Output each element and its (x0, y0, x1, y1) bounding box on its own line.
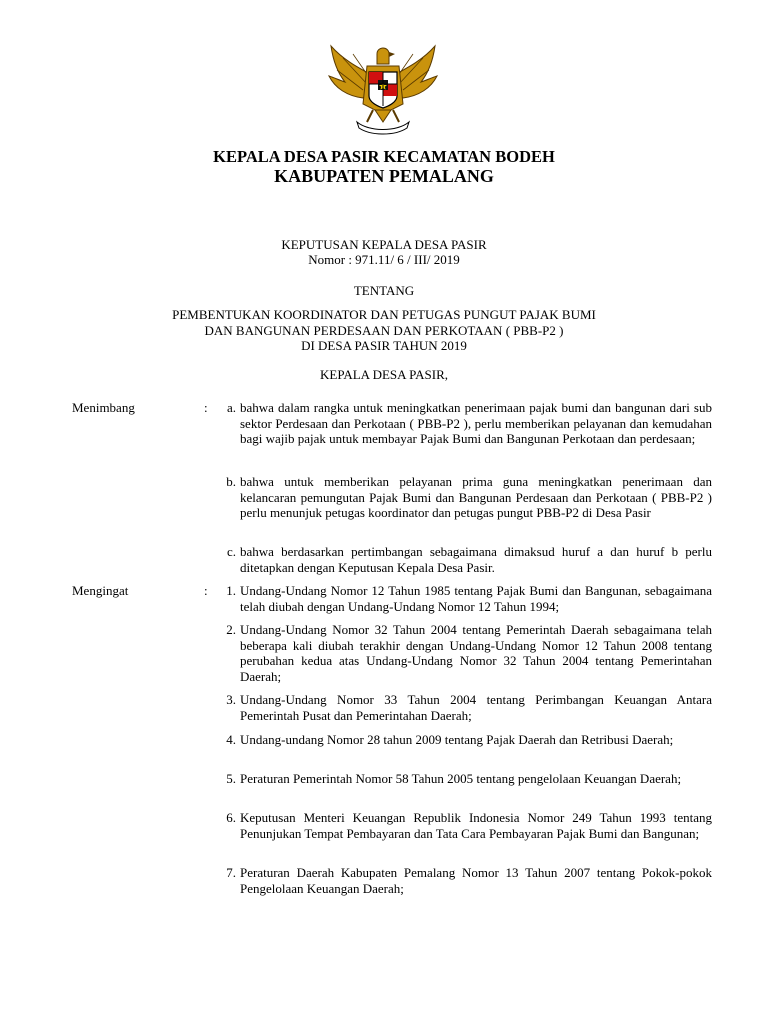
mengingat-item (204, 865, 712, 896)
decree-subject-line: PEMBENTUKAN KOORDINATOR DAN PETUGAS PUNGUT PAJAK BUMI (172, 307, 596, 322)
item-text: Keputusan Menteri Keuangan Republik Indonesia Nomor 249 Tahun 1993 tentang Penunjukan Tempat Pembayaran dan Tata Cara Pembayaran Pajak Bumi dan Bangunan; (240, 810, 712, 841)
decree-issuer: KEPALA DESA PASIR, (319, 367, 448, 382)
item-marker: 1. (226, 583, 236, 598)
item-text: bahwa untuk memberikan pelayanan prima guna meningkatkan penerimaan dan kelancaran pemungutan Pajak Bumi dan Bangunan Perdesaan dan Perkotaan ( PBB-P2 ) perlu menunjuk petugas koordinator dan petugas pungut PBB-P2 di Desa Pasir (240, 474, 712, 521)
item-text: Peraturan Pemerintah Nomor 58 Tahun 2005 tentang pengelolaan Keuangan Daerah; (240, 771, 682, 786)
item-text: Undang-Undang Nomor 32 Tahun 2004 tentang Pemerintah Daerah sebagaimana telah beberapa kali diubah terakhir dengan Undang-Undang Nomor 12 Tahun 2008 tentang perubahan kedua atas Undang-Undang Nomor 32 Tahun 2004 tentang Pemerintahan Daerah; (240, 622, 712, 684)
decree-about: TENTANG (353, 283, 415, 298)
mengingat-label: Mengingat (72, 583, 129, 598)
decree-subject (0, 307, 768, 354)
garuda-emblem-icon (323, 40, 443, 136)
item-text: bahwa berdasarkan pertimbangan sebagaimana dimaksud huruf a dan huruf b perlu ditetapkan dengan Keputusan Kepala Desa Pasir. (240, 544, 712, 575)
item-marker: 3. (226, 692, 236, 707)
item-text: bahwa dalam rangka untuk meningkatkan penerimaan pajak bumi dan bangunan dari sub sektor Perdesaan dan Perkotaan ( PBB-P2 ), perlu memberikan pelayanan dan kemudahan bagi wajib pajak untuk membayar Pajak Bumi dan Bangunan Perkotaan dan perdesaan; (240, 400, 712, 447)
decree-subject-line: DI DESA PASIR TAHUN 2019 (301, 338, 467, 353)
item-text: Peraturan Daerah Kabupaten Pemalang Nomor 13 Tahun 2007 tentang Pokok-pokok Pengelolaan Keuangan Daerah; (240, 865, 712, 896)
item-marker: 7. (226, 865, 236, 880)
item-text: Undang-Undang Nomor 12 Tahun 1985 tentang Pajak Bumi dan Bangunan, sebagaimana telah diubah dengan Undang-Undang Nomor 12 Tahun 1994; (240, 583, 712, 614)
header-line-2: KABUPATEN PEMALANG (274, 166, 494, 186)
item-marker: 2. (226, 622, 236, 637)
item-marker: c. (226, 544, 236, 559)
decree-subject-line: DAN BANGUNAN PERDESAAN DAN PERKOTAAN ( PBB-P2 ) (204, 322, 564, 338)
decree-title: KEPUTUSAN KEPALA DESA PASIR (281, 237, 487, 252)
mengingat-item (204, 583, 712, 614)
item-marker: a. (226, 400, 236, 415)
menimbang-item (204, 474, 712, 521)
mengingat-item (204, 622, 712, 684)
mengingat-item (204, 771, 712, 787)
menimbang-item (204, 400, 712, 447)
menimbang-label: Menimbang (72, 400, 135, 415)
item-text: Undang-undang Nomor 28 tahun 2009 tentang Pajak Daerah dan Retribusi Daerah; (240, 732, 674, 747)
decree-number: Nomor : 971.11/ 6 / III/ 2019 (308, 252, 460, 267)
item-marker: b. (226, 474, 236, 489)
item-marker: 5. (226, 771, 236, 786)
menimbang-colon: : (204, 400, 208, 415)
mengingat-colon: : (204, 583, 208, 598)
item-marker: 4. (226, 732, 236, 747)
header-line-1: KEPALA DESA PASIR KECAMATAN BODEH (213, 147, 555, 166)
menimbang-item (204, 544, 712, 575)
mengingat-item (204, 692, 712, 723)
item-marker: 6. (226, 810, 236, 825)
item-text: Undang-Undang Nomor 33 Tahun 2004 tentang Perimbangan Keuangan Antara Pemerintah Pusat dan Pemerintahan Daerah; (240, 692, 712, 723)
mengingat-item (204, 810, 712, 841)
mengingat-item (204, 732, 712, 748)
